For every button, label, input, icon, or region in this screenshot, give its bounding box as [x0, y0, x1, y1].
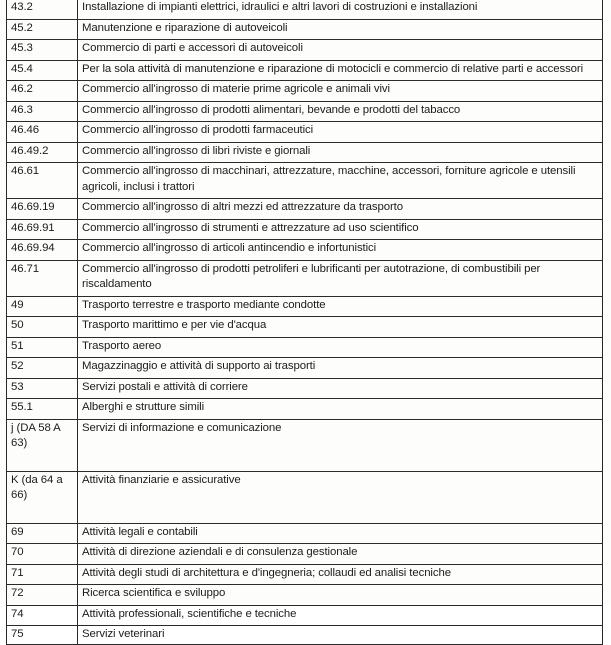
activity-code-cell: 45.4	[7, 60, 78, 81]
activity-code-cell: 75	[7, 626, 78, 645]
table-row	[7, 317, 603, 338]
activity-description-cell: Attività legali e contabili	[78, 523, 603, 544]
activity-code-cell: 72	[7, 585, 78, 606]
table-row	[7, 471, 603, 523]
table-row	[7, 523, 603, 544]
table-row	[7, 337, 603, 358]
table-row	[7, 219, 603, 240]
activity-description-cell: Trasporto terrestre e trasporto mediante condotte	[78, 296, 603, 317]
table-row	[7, 564, 603, 585]
activity-description-cell: Servizi di informazione e comunicazione	[78, 419, 603, 471]
activity-code-cell: 46.61	[7, 163, 78, 199]
activity-code-cell: 53	[7, 378, 78, 399]
table-row	[7, 199, 603, 220]
table-row	[7, 0, 603, 19]
activity-description-cell: Per la sola attività di manutenzione e riparazione di motocicli e commercio di relative parti e accessori	[78, 60, 603, 81]
activity-description-cell: Trasporto marittimo e per vie d'acqua	[78, 317, 603, 338]
activity-code-cell: 69	[7, 523, 78, 544]
activity-code-cell: 46.3	[7, 101, 78, 122]
activity-description-cell: Commercio all'ingrosso di altri mezzi ed attrezzature da trasporto	[78, 199, 603, 220]
activity-code-cell: 46.71	[7, 260, 78, 296]
activity-description-cell: Commercio all'ingrosso di libri riviste e giornali	[78, 142, 603, 163]
activity-code-cell: 46.2	[7, 81, 78, 102]
activity-code-cell: 43.2	[7, 0, 78, 19]
activity-description-cell: Trasporto aereo	[78, 337, 603, 358]
table-row	[7, 296, 603, 317]
activity-code-cell: 46.49.2	[7, 142, 78, 163]
activity-description-cell: Servizi postali e attività di corriere	[78, 378, 603, 399]
activity-description-cell: Commercio all'ingrosso di macchinari, attrezzature, macchine, accessori, forniture agricole e utensili agricoli, inclusi i trattori	[78, 163, 603, 199]
table-row	[7, 163, 603, 199]
activity-code-cell: 55.1	[7, 399, 78, 420]
activity-description-cell: Servizi veterinari	[78, 626, 603, 645]
activity-code-cell: 52	[7, 358, 78, 379]
table-row	[7, 399, 603, 420]
activity-code-cell: 51	[7, 337, 78, 358]
activity-description-cell: Commercio all'ingrosso di strumenti e attrezzature ad uso scientifico	[78, 219, 603, 240]
activity-code-cell: 45.3	[7, 40, 78, 61]
table-row	[7, 626, 603, 645]
activity-description-cell: Magazzinaggio e attività di supporto ai trasporti	[78, 358, 603, 379]
activity-code-cell: 46.69.19	[7, 199, 78, 220]
ateco-codes-table	[6, 0, 603, 645]
table-row	[7, 142, 603, 163]
table-row	[7, 605, 603, 626]
activity-description-cell: Manutenzione e riparazione di autoveicoli	[78, 19, 603, 40]
activity-description-cell: Commercio all'ingrosso di prodotti petroliferi e lubrificanti per autotrazione, di combustibili per riscaldamento	[78, 260, 603, 296]
activity-description-cell: Attività di direzione aziendali e di consulenza gestionale	[78, 544, 603, 565]
table-row	[7, 544, 603, 565]
activity-code-cell: 74	[7, 605, 78, 626]
activity-description-cell: Commercio all'ingrosso di materie prime agricole e animali vivi	[78, 81, 603, 102]
activity-description-cell: Attività finanziarie e assicurative	[78, 471, 603, 523]
table-row	[7, 358, 603, 379]
table-row	[7, 122, 603, 143]
table-row	[7, 19, 603, 40]
table-row	[7, 60, 603, 81]
table-row	[7, 101, 603, 122]
activity-code-cell: K (da 64 a 66)	[7, 471, 78, 523]
activity-description-cell: Commercio all'ingrosso di prodotti alimentari, bevande e prodotti del tabacco	[78, 101, 603, 122]
activity-code-cell: 50	[7, 317, 78, 338]
activity-description-cell: Alberghi e strutture simili	[78, 399, 603, 420]
activity-code-cell: 49	[7, 296, 78, 317]
activity-description-cell: Commercio all'ingrosso di prodotti farmaceutici	[78, 122, 603, 143]
table-row	[7, 240, 603, 261]
activity-code-cell: 45.2	[7, 19, 78, 40]
table-row	[7, 40, 603, 61]
table-row	[7, 81, 603, 102]
activity-description-cell: Installazione di impianti elettrici, idraulici e altri lavori di costruzioni e installazioni	[78, 0, 603, 19]
table-row	[7, 419, 603, 471]
table-row	[7, 378, 603, 399]
activity-code-cell: 46.46	[7, 122, 78, 143]
activity-code-cell: 46.69.94	[7, 240, 78, 261]
activity-code-cell: 71	[7, 564, 78, 585]
activity-code-cell: j (DA 58 A 63)	[7, 419, 78, 471]
activity-description-cell: Commercio di parti e accessori di autoveicoli	[78, 40, 603, 61]
activity-description-cell: Ricerca scientifica e sviluppo	[78, 585, 603, 606]
activity-code-cell: 46.69.91	[7, 219, 78, 240]
activity-code-cell: 70	[7, 544, 78, 565]
table-row	[7, 585, 603, 606]
table-row	[7, 260, 603, 296]
activity-description-cell: Attività professionali, scientifiche e tecniche	[78, 605, 603, 626]
activity-description-cell: Commercio all'ingrosso di articoli antincendio e infortunistici	[78, 240, 603, 261]
activity-description-cell: Attività degli studi di architettura e d'ingegneria; collaudi ed analisi tecniche	[78, 564, 603, 585]
